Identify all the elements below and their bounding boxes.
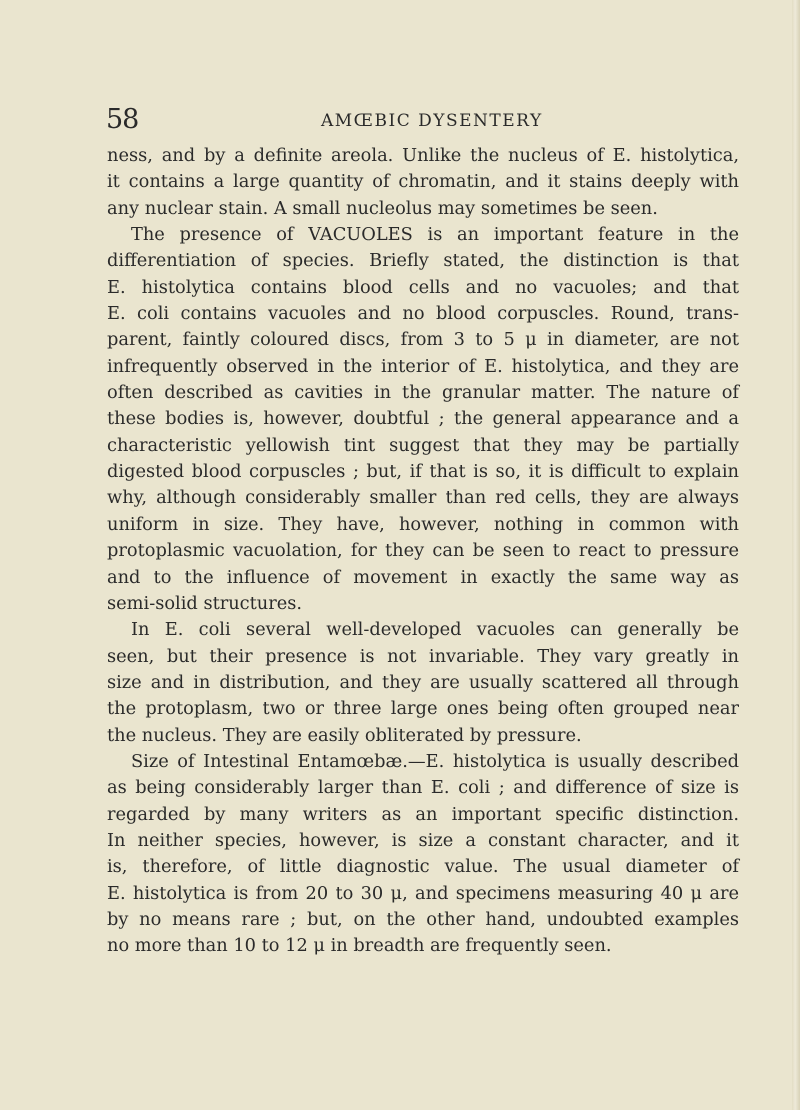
text-line: size and in distribution, and they are usually scattered all through — [107, 671, 739, 693]
text-line: seen, but their presence is not invariable. They vary greatly in — [107, 645, 739, 667]
text-line: the protoplasm, two or three large ones being often grouped near — [107, 698, 739, 720]
text-line: The presence of VACUOLES is an important feature in the — [131, 224, 739, 246]
text-line: the nucleus. They are easily obliterated by pressure. — [107, 724, 582, 746]
text-line: In E. coli several well-developed vacuoles can generally be — [131, 619, 739, 641]
text-line: why, although considerably smaller than red cells, they are always — [107, 487, 739, 509]
text-line: digested blood corpuscles ; but, if that is so, it is difficult to explain — [107, 461, 739, 483]
running-head: AMŒBIC DYSENTERY — [321, 111, 543, 131]
text-line: protoplasmic vacuolation, for they can be seen to react to pressure — [107, 540, 739, 562]
text-line: by no means rare ; but, on the other hand, undoubted examples — [107, 908, 739, 930]
text-line: is, therefore, of little diagnostic value. The usual diameter of — [107, 856, 739, 878]
body-text — [107, 143, 739, 960]
page-header — [106, 100, 746, 140]
page-number: 58 — [106, 104, 139, 135]
text-line: infrequently observed in the interior of E. histolytica, and they are — [107, 355, 739, 377]
text-line: ness, and by a definite areola. Unlike the nucleus of E. histolytica, — [107, 145, 739, 166]
text-line: regarded by many writers as an important specific distinction. — [107, 803, 739, 825]
text-line: characteristic yellowish tint suggest that they may be partially — [107, 434, 739, 456]
text-line: In neither species, however, is size a constant character, and it — [107, 829, 739, 851]
text-line: uniform in size. They have, however, nothing in common with — [107, 513, 739, 535]
text-line: differentiation of species. Briefly stated, the distinction is that — [107, 250, 739, 272]
text-line: semi-solid structures. — [107, 592, 303, 614]
text-line: E. histolytica is from 20 to 30 μ, and specimens measuring 40 μ are — [107, 882, 739, 904]
text-line: these bodies is, however, doubtful ; the general appearance and a — [107, 408, 739, 430]
text-line: and to the influence of movement in exactly the same way as — [107, 566, 739, 588]
text-line: Size of Intestinal Entamœbæ.—E. histolytica is usually described — [131, 750, 739, 772]
text-line: it contains a large quantity of chromatin, and it stains deeply with — [107, 171, 739, 193]
text-line: as being considerably larger than E. coli ; and difference of size is — [107, 777, 739, 799]
text-line: parent, faintly coloured discs, from 3 to 5 μ in diameter, are not — [107, 329, 739, 351]
text-line: often described as cavities in the granular matter. The nature of — [107, 382, 739, 404]
page-edge — [792, 0, 800, 1110]
text-line: no more than 10 to 12 μ in breadth are frequently seen. — [107, 935, 612, 957]
text-line: any nuclear stain. A small nucleolus may sometimes be seen. — [107, 197, 658, 219]
text-line: E. histolytica contains blood cells and no vacuoles; and that — [107, 276, 739, 298]
text-line: E. coli contains vacuoles and no blood corpuscles. Round, trans- — [107, 303, 739, 325]
